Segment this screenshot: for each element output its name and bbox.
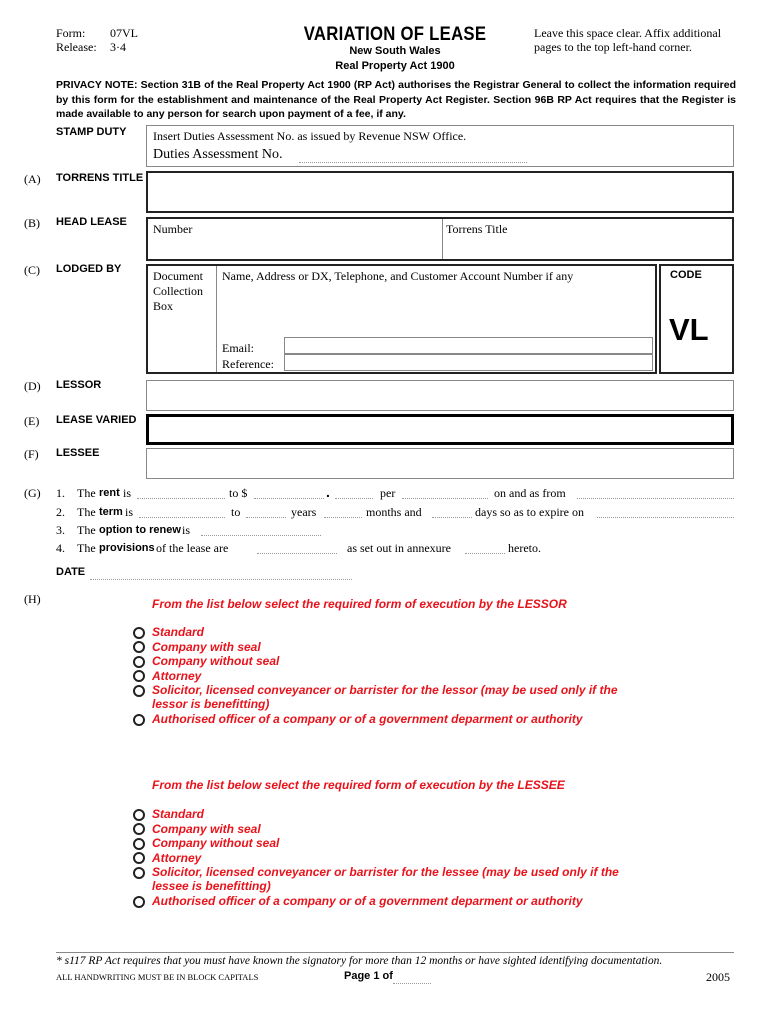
footer-page-total-line[interactable] <box>393 983 431 984</box>
head-lease-number-label: Number <box>153 222 193 236</box>
torrens-title-label: TORRENS TITLE <box>56 172 144 184</box>
lessee-authorised-officer-radio[interactable] <box>133 896 145 908</box>
lease-varied-label: LEASE VARIED <box>56 414 137 426</box>
lessee-option-solicitor: Solicitor, licensed conveyancer or barrister for the lessee (may be used only if the <box>152 865 619 879</box>
lessor-label: LESSOR <box>56 379 102 391</box>
rent-to: to $ <box>229 486 248 500</box>
lodger-details-label: Name, Address or DX, Telephone, and Customer Account Number if any <box>222 269 574 283</box>
doc-box-line-3: Box <box>153 299 174 313</box>
form-title: VARIATION OF LEASE <box>303 24 487 45</box>
rent-cents-line[interactable] <box>335 498 373 499</box>
lessor-option-attorney: Attorney <box>152 669 202 683</box>
rent-from-date-line[interactable] <box>577 498 734 499</box>
term-expiry-line[interactable] <box>597 517 734 518</box>
provisions-text: of the lease are <box>156 541 229 555</box>
stamp-duty-label: STAMP DUTY <box>56 126 127 138</box>
duties-assessment-label: Duties Assessment No. <box>153 147 283 162</box>
section-b-letter: (B) <box>24 216 40 230</box>
term-months-line[interactable] <box>324 517 362 518</box>
lessee-attorney-radio[interactable] <box>133 852 145 864</box>
reference-label: Reference: <box>222 357 274 371</box>
provisions-annexure: as set out in annexure <box>347 541 451 555</box>
corner-note-line-1: Leave this space clear. Affix additional <box>534 26 722 40</box>
rent-per: per <box>380 486 396 500</box>
term-years-line[interactable] <box>246 517 286 518</box>
option-is: is <box>182 523 191 537</box>
lessor-attorney-radio[interactable] <box>133 670 145 682</box>
provisions-hereto: hereto. <box>508 541 541 555</box>
lessee-label: LESSEE <box>56 447 100 459</box>
head-lease-title-label: Torrens Title <box>446 222 508 236</box>
rent-from: on and as from <box>494 486 566 500</box>
lessee-option-authorised-officer: Authorised officer of a company or of a government deparment or authority <box>152 894 583 908</box>
term-2-number: 2. <box>56 505 65 519</box>
option-to-renew-line[interactable] <box>201 535 321 536</box>
term-years: years <box>291 505 317 519</box>
torrens-title-field[interactable] <box>146 171 734 213</box>
lessor-solicitor-radio[interactable] <box>133 685 145 697</box>
lodged-by-label: LODGED BY <box>56 263 122 275</box>
lessor-authorised-officer-radio[interactable] <box>133 714 145 726</box>
lessor-company-with-seal-radio[interactable] <box>133 641 145 653</box>
rent-the: The <box>77 486 96 500</box>
option-to-renew-keyword: option to renew <box>99 524 181 536</box>
rent-dollars-line[interactable] <box>254 498 324 499</box>
doc-box-divider <box>216 266 217 372</box>
form-label: Form: <box>56 26 86 40</box>
term-1-number: 1. <box>56 486 65 500</box>
date-label: DATE <box>56 566 86 578</box>
lessee-option-solicitor-cont: lessee is benefitting) <box>152 879 271 893</box>
lessor-option-solicitor: Solicitor, licensed conveyancer or barrister for the lessor (may be used only if the <box>152 683 618 697</box>
lessor-option-solicitor-cont: lessor is benefitting) <box>152 697 270 711</box>
lodged-by-box <box>146 264 657 374</box>
duties-assessment-line <box>299 162 527 163</box>
rent-keyword: rent <box>99 487 120 499</box>
term-3-number: 3. <box>56 523 65 537</box>
footer-block-capitals: ALL HANDWRITING MUST BE IN BLOCK CAPITALS <box>56 972 259 982</box>
term-days-line[interactable] <box>432 517 472 518</box>
stamp-duty-box[interactable] <box>146 125 734 167</box>
lessee-option-company-with-seal: Company with seal <box>152 822 261 836</box>
lessor-option-company-with-seal: Company with seal <box>152 640 261 654</box>
lessee-option-attorney: Attorney <box>152 851 202 865</box>
form-state: New South Wales <box>349 45 441 57</box>
email-label: Email: <box>222 341 254 355</box>
section-h-letter: (H) <box>24 592 41 606</box>
corner-note-line-2: pages to the top left-hand corner. <box>534 40 692 54</box>
option-the: The <box>77 523 96 537</box>
term-is: is <box>125 505 134 519</box>
release-value: 3·4 <box>110 40 126 54</box>
section-f-letter: (F) <box>24 447 39 461</box>
term-the: The <box>77 505 96 519</box>
lessee-field[interactable] <box>146 448 734 479</box>
doc-box-line-2: Collection <box>153 284 203 298</box>
code-box <box>659 264 734 374</box>
lessee-option-company-without-seal: Company without seal <box>152 836 280 850</box>
provisions-keyword: provisions <box>99 542 155 554</box>
provisions-the: The <box>77 541 96 555</box>
rent-is: is <box>123 486 132 500</box>
term-4-number: 4. <box>56 541 65 555</box>
lessor-company-without-seal-radio[interactable] <box>133 656 145 668</box>
term-to: to <box>231 505 241 519</box>
lessee-company-without-seal-radio[interactable] <box>133 838 145 850</box>
lessor-option-standard: Standard <box>152 625 205 639</box>
footer-page-label: Page 1 of <box>344 970 393 982</box>
annexure-line[interactable] <box>465 553 505 554</box>
term-from-line[interactable] <box>139 517 225 518</box>
provisions-line[interactable] <box>257 553 337 554</box>
lessee-standard-radio[interactable] <box>133 809 145 821</box>
term-keyword: term <box>99 506 123 518</box>
term-months: months and <box>366 505 422 519</box>
form-value: 07VL <box>110 26 138 40</box>
section-d-letter: (D) <box>24 379 41 393</box>
reference-field[interactable] <box>284 354 653 371</box>
section-e-letter: (E) <box>24 414 40 428</box>
footer-signatory-note: * s117 RP Act requires that you must have known the signatory for more than 12 months or have sighted identifying documentation. <box>56 955 663 967</box>
head-lease-divider <box>442 219 443 259</box>
code-value: VL <box>669 312 709 347</box>
rent-decimal-point: . <box>326 484 330 500</box>
lessor-option-company-without-seal: Company without seal <box>152 654 280 668</box>
release-label: Release: <box>56 40 97 54</box>
rent-period-line[interactable] <box>402 498 488 499</box>
email-field[interactable] <box>284 337 653 354</box>
rent-amount-line[interactable] <box>137 498 225 499</box>
footer-rule <box>56 952 734 953</box>
form-act: Real Property Act 1900 <box>335 60 455 72</box>
lessor-field[interactable] <box>146 380 734 411</box>
document-collection-box-label <box>153 269 203 314</box>
doc-box-line-1: Document <box>153 269 203 283</box>
term-days: days so as to expire on <box>475 505 584 519</box>
lease-varied-field[interactable] <box>146 414 734 445</box>
lessee-company-with-seal-radio[interactable] <box>133 823 145 835</box>
section-g-letter: (G) <box>24 486 41 500</box>
lessee-execution-heading: From the list below select the required form of execution by the LESSEE <box>152 778 565 792</box>
code-label: CODE <box>670 269 702 281</box>
lessor-execution-heading: From the list below select the required form of execution by the LESSOR <box>152 597 567 611</box>
date-line[interactable] <box>90 579 352 580</box>
head-lease-label: HEAD LEASE <box>56 216 127 228</box>
lessee-option-standard: Standard <box>152 807 205 821</box>
head-lease-box <box>146 217 734 261</box>
stamp-duty-instruction: Insert Duties Assessment No. as issued by Revenue NSW Office. <box>153 129 467 143</box>
footer-year: 2005 <box>706 970 730 984</box>
section-a-letter: (A) <box>24 172 41 186</box>
section-c-letter: (C) <box>24 263 40 277</box>
lessor-option-authorised-officer: Authorised officer of a company or of a government deparment or authority <box>152 712 583 726</box>
privacy-note: PRIVACY NOTE: Section 31B of the Real Property Act 1900 (RP Act) authorises the Registrar General to collect the information required by this form for the establishment and maintenance of the Real Property Act Register. Section 96B RP Act requires that the Register is made available to any person for search upon payment of a fee, if any. <box>56 79 736 120</box>
lessor-standard-radio[interactable] <box>133 627 145 639</box>
lessee-solicitor-radio[interactable] <box>133 867 145 879</box>
